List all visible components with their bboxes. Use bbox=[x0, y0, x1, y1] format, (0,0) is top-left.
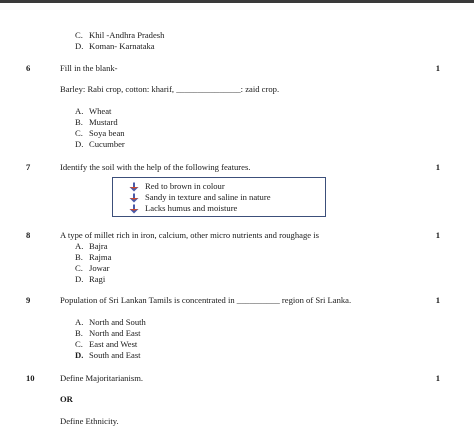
q8-marks: 1 bbox=[435, 230, 440, 240]
q6-option-d bbox=[75, 139, 125, 150]
q5-option-d-text: Koman- Karnataka bbox=[89, 41, 155, 51]
q8-option-b-letter: B. bbox=[75, 252, 83, 262]
q9-option-c-letter: C. bbox=[75, 339, 83, 349]
q8-option-d-text: Ragi bbox=[89, 274, 106, 284]
q5-option-c-letter: C. bbox=[75, 30, 83, 40]
q9-option-d bbox=[75, 350, 141, 361]
q6-marks: 1 bbox=[435, 63, 440, 73]
down-arrow-bullet-icon bbox=[129, 182, 139, 192]
q5-option-c bbox=[75, 30, 164, 41]
q6-option-d-text: Cucumber bbox=[89, 139, 125, 149]
q8-option-c-text: Jowar bbox=[89, 263, 110, 273]
q7-number: 7 bbox=[26, 162, 31, 172]
q9-option-a-text: North and South bbox=[89, 317, 146, 327]
q8-option-c-letter: C. bbox=[75, 263, 83, 273]
q6-number: 6 bbox=[26, 63, 31, 73]
q8-prompt: A type of millet rich in iron, calcium, other micro nutrients and roughage is bbox=[60, 230, 319, 240]
q8-option-b-text: Rajma bbox=[89, 252, 112, 262]
q6-option-a bbox=[75, 106, 111, 117]
q6-prompt: Fill in the blank- bbox=[60, 63, 118, 73]
feature-item-text: Red to brown in colour bbox=[145, 181, 225, 191]
q6-option-b-letter: B. bbox=[75, 117, 83, 127]
q9-option-c-text: East and West bbox=[89, 339, 138, 349]
q5-option-d-letter: D. bbox=[75, 41, 84, 51]
q9-option-d-letter: D. bbox=[75, 350, 84, 360]
q8-option-c bbox=[75, 263, 110, 274]
q9-option-b-text: North and East bbox=[89, 328, 141, 338]
down-arrow-bullet-icon bbox=[129, 204, 139, 214]
q10-prompt: Define Majoritarianism. bbox=[60, 373, 144, 383]
top-rule bbox=[0, 0, 474, 3]
q7-marks: 1 bbox=[435, 162, 440, 172]
q9-option-a-letter: A. bbox=[75, 317, 84, 327]
down-arrow-bullet-icon bbox=[129, 193, 139, 203]
q8-option-a-letter: A. bbox=[75, 241, 84, 251]
q6-option-b bbox=[75, 117, 118, 128]
q8-option-d-letter: D. bbox=[75, 274, 84, 284]
q5-option-c-text: Khil -Andhra Pradesh bbox=[89, 30, 165, 40]
q6-option-a-letter: A. bbox=[75, 106, 84, 116]
q6-option-d-letter: D. bbox=[75, 139, 84, 149]
q6-option-c-letter: C. bbox=[75, 128, 83, 138]
q9-option-b bbox=[75, 328, 141, 339]
q6-option-b-text: Mustard bbox=[89, 117, 118, 127]
q9-option-d-text: South and East bbox=[89, 350, 141, 360]
q6-statement: Barley: Rabi crop, cotton: kharif, _______________: zaid crop. bbox=[60, 84, 280, 94]
feature-item-text: Lacks humus and moisture bbox=[145, 203, 238, 213]
q9-option-a bbox=[75, 317, 146, 328]
q6-option-c-text: Soya bean bbox=[89, 128, 125, 138]
q10-alt-prompt: Define Ethnicity. bbox=[60, 416, 119, 426]
q9-prompt: Population of Sri Lankan Tamils is concentrated in __________ region of Sri Lanka. bbox=[60, 295, 352, 305]
soil-features-box bbox=[112, 177, 326, 217]
q10-or-label: OR bbox=[60, 394, 73, 404]
q10-marks: 1 bbox=[435, 373, 440, 383]
q9-marks: 1 bbox=[435, 295, 440, 305]
q5-option-d bbox=[75, 41, 155, 52]
q8-option-a-text: Bajra bbox=[89, 241, 108, 251]
q9-option-b-letter: B. bbox=[75, 328, 83, 338]
q8-number: 8 bbox=[26, 230, 31, 240]
q8-option-b bbox=[75, 252, 111, 263]
q7-prompt: Identify the soil with the help of the following features. bbox=[60, 162, 251, 172]
feature-item-text: Sandy in texture and saline in nature bbox=[145, 192, 271, 202]
q10-number: 10 bbox=[26, 373, 35, 383]
q6-option-a-text: Wheat bbox=[89, 106, 112, 116]
q9-option-c bbox=[75, 339, 137, 350]
q8-option-d bbox=[75, 274, 105, 285]
q9-number: 9 bbox=[26, 295, 31, 305]
q8-option-a bbox=[75, 241, 108, 252]
q6-option-c bbox=[75, 128, 125, 139]
